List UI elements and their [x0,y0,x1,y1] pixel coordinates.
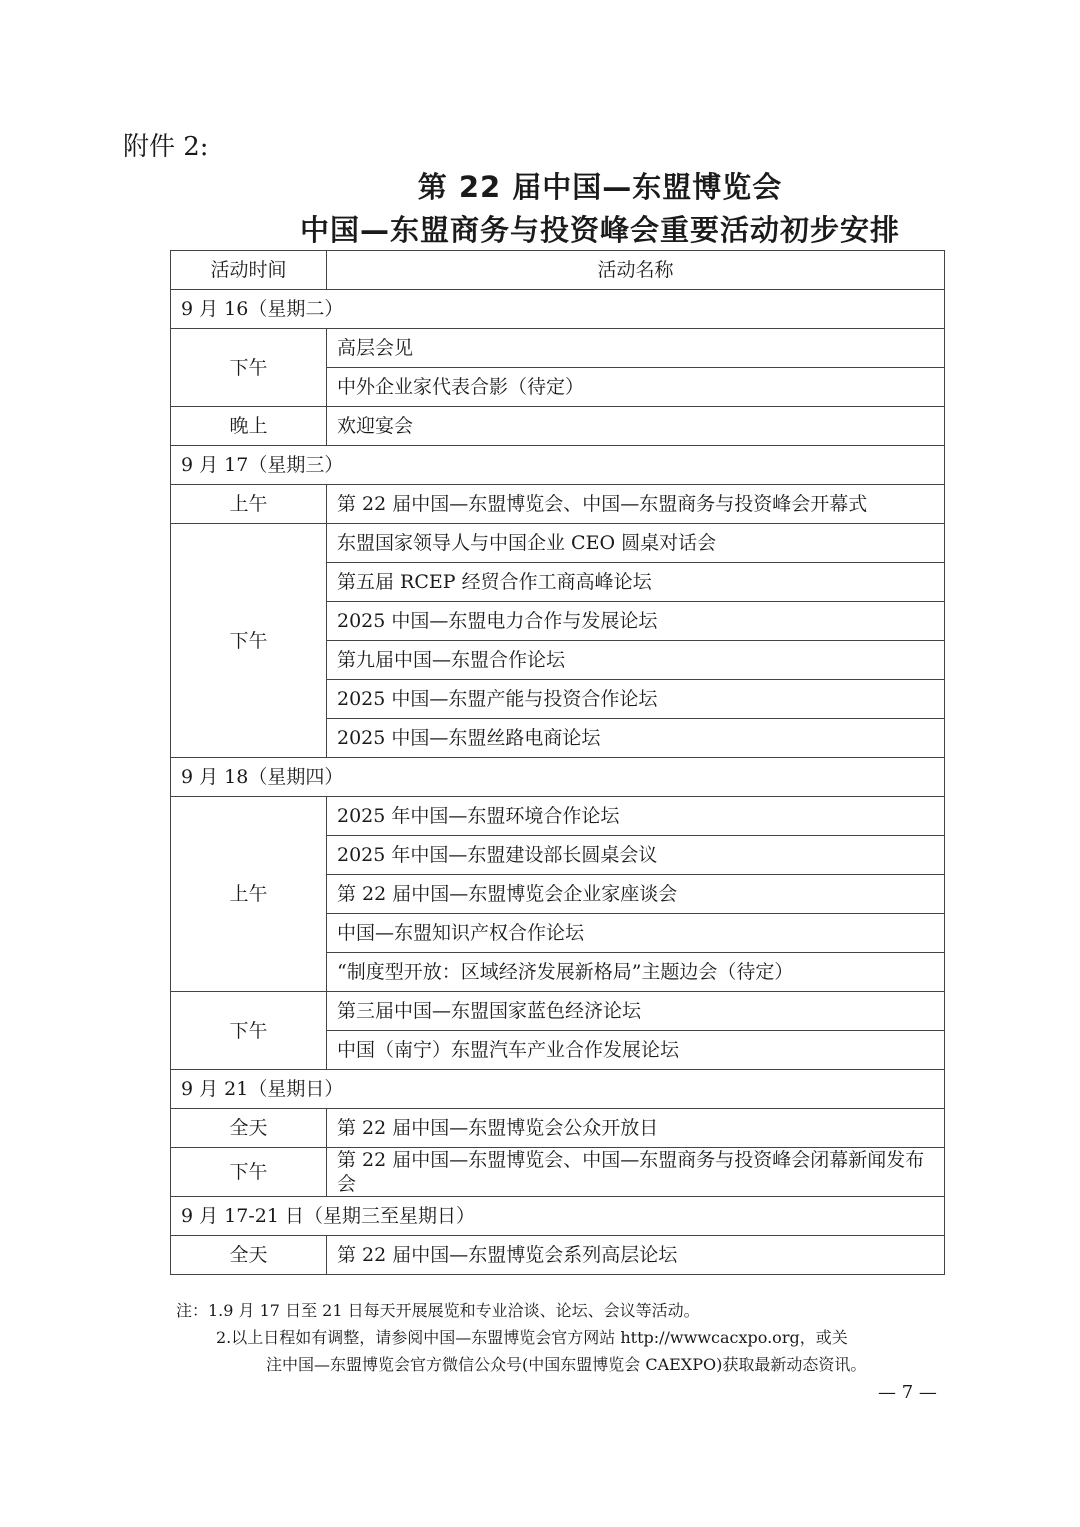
activity-cell: 2025 年中国—东盟环境合作论坛 [327,797,945,836]
time-cell: 上午 [171,485,327,524]
time-cell: 下午 [171,524,327,758]
activity-cell: 第三届中国—东盟国家蓝色经济论坛 [327,992,945,1031]
activity-cell: 2025 年中国—东盟建设部长圆桌会议 [327,836,945,875]
date-row [171,1197,945,1236]
table-row [171,1148,945,1197]
activity-cell: 2025 中国—东盟电力合作与发展论坛 [327,602,945,641]
date-cell: 9 月 21（星期日） [171,1070,945,1109]
activity-cell: 中国（南宁）东盟汽车产业合作发展论坛 [327,1031,945,1070]
activity-cell: 第 22 届中国—东盟博览会、中国—东盟商务与投资峰会开幕式 [327,485,945,524]
notes [176,1297,966,1378]
table-row [171,524,945,563]
schedule-table [170,250,945,1275]
activity-cell: 第 22 届中国—东盟博览会企业家座谈会 [327,875,945,914]
date-cell: 9 月 17（星期三） [171,446,945,485]
time-cell: 全天 [171,1109,327,1148]
time-cell: 下午 [171,992,327,1070]
activity-cell: 2025 中国—东盟丝路电商论坛 [327,719,945,758]
table-row [171,485,945,524]
activity-cell: “制度型开放：区域经济发展新格局”主题边会（待定） [327,953,945,992]
activity-cell: 第 22 届中国—东盟博览会、中国—东盟商务与投资峰会闭幕新闻发布会 [327,1148,945,1197]
date-row [171,446,945,485]
attachment-label: 附件 2: [123,132,209,162]
activity-cell: 第五届 RCEP 经贸合作工商高峰论坛 [327,563,945,602]
date-row [171,758,945,797]
page-number: — 7 — [878,1382,937,1403]
document-subtitle: 中国—东盟商务与投资峰会重要活动初步安排 [299,213,900,247]
date-row [171,290,945,329]
document-title: 第 22 届中国—东盟博览会 [417,170,783,204]
table-row [171,407,945,446]
activity-cell: 第 22 届中国—东盟博览会公众开放日 [327,1109,945,1148]
date-row [171,1070,945,1109]
note-2-continued: 注中国—东盟博览会官方微信公众号(中国东盟博览会 CAEXPO)获取最新动态资讯。 [266,1355,867,1374]
header-activity: 活动名称 [327,251,945,290]
date-cell: 9 月 18（星期四） [171,758,945,797]
time-cell: 下午 [171,1148,327,1197]
note-1: 注：1.9 月 17 日至 21 日每天开展展览和专业洽谈、论坛、会议等活动。 [176,1301,700,1320]
activity-cell: 中外企业家代表合影（待定） [327,368,945,407]
activity-cell: 欢迎宴会 [327,407,945,446]
time-cell: 下午 [171,329,327,407]
header-time: 活动时间 [171,251,327,290]
activity-cell: 2025 中国—东盟产能与投资合作论坛 [327,680,945,719]
date-cell: 9 月 16（星期二） [171,290,945,329]
activity-cell: 东盟国家领导人与中国企业 CEO 圆桌对话会 [327,524,945,563]
activity-cell: 第 22 届中国—东盟博览会系列高层论坛 [327,1236,945,1275]
table-row [171,1109,945,1148]
activity-cell: 第九届中国—东盟合作论坛 [327,641,945,680]
table-row [171,797,945,836]
table-header-row [171,251,945,290]
date-cell: 9 月 17-21 日（星期三至星期日） [171,1197,945,1236]
time-cell: 全天 [171,1236,327,1275]
table-row [171,329,945,368]
time-cell: 晚上 [171,407,327,446]
time-cell: 上午 [171,797,327,992]
note-2: 2.以上日程如有调整，请参阅中国—东盟博览会官方网站 http://wwwcacxpo.org，或关 [216,1328,848,1347]
activity-cell: 中国—东盟知识产权合作论坛 [327,914,945,953]
table-row [171,1236,945,1275]
table-row [171,992,945,1031]
activity-cell: 高层会见 [327,329,945,368]
